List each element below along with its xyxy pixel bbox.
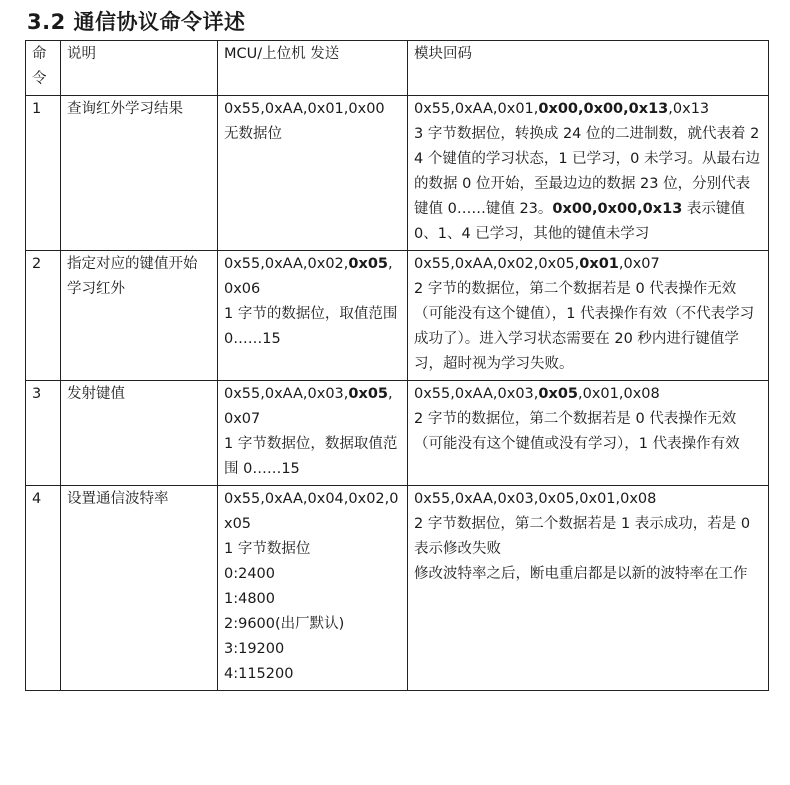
- cell-line: [414, 97, 762, 122]
- cell-line: [414, 512, 762, 562]
- text: 0x55,0xAA,0x02,: [224, 256, 349, 272]
- bold-text: 0x05: [538, 386, 579, 402]
- cell-send: [218, 251, 408, 381]
- cell-line: [224, 487, 401, 537]
- table-row: [26, 486, 769, 691]
- cell-line: [414, 252, 762, 277]
- cell-line: [224, 382, 401, 432]
- text: 2 字节的数据位，第二个数据若是 0 代表操作无效（可能没有这个键值或没有学习），1 代表操作有效: [414, 411, 740, 452]
- table-row: [26, 381, 769, 486]
- text: 3:19200: [224, 641, 285, 657]
- text: ,0x07: [224, 386, 393, 427]
- cell-line: [224, 587, 401, 612]
- cell-command: 3: [26, 381, 61, 486]
- bold-text: 0x05: [348, 256, 389, 272]
- cell-line: [224, 122, 401, 147]
- text: 1 字节的数据位，取值范围 0……15: [224, 306, 398, 347]
- table-row: [26, 251, 769, 381]
- table-row: [26, 96, 769, 251]
- text: 0x55,0xAA,0x02,0x05,: [414, 256, 580, 272]
- text: 0x55,0xAA,0x03,0x05,0x01,0x08: [414, 491, 657, 507]
- text: 表示键值 0、1、4 已学习，其他的键值未学习: [414, 201, 745, 242]
- cell-line: [224, 562, 401, 587]
- cell-reply: [408, 251, 769, 381]
- section-title: 3.2 通信协议命令详述: [27, 10, 246, 34]
- header-send: MCU/上位机 发送: [218, 41, 408, 96]
- text: ,0x07: [618, 256, 660, 272]
- cell-reply: [408, 96, 769, 251]
- cell-reply: [408, 486, 769, 691]
- bold-text: 0x00,0x00,0x13: [538, 101, 669, 117]
- cell-line: [224, 252, 401, 302]
- text: 2 字节的数据位，第二个数据若是 0 代表操作无效（可能没有这个键值），1 代表操作有效（不代表学习成功了）。进入学习状态需要在 20 秒内进行键值学习，超时视为学习失败。: [414, 281, 755, 372]
- protocol-command-table: [25, 40, 769, 691]
- table-header-row: [26, 41, 769, 96]
- text: 2:9600(出厂默认): [224, 616, 345, 632]
- cell-line: [414, 407, 762, 457]
- cell-command: 2: [26, 251, 61, 381]
- text: 0:2400: [224, 566, 276, 582]
- cell-line: [414, 382, 762, 407]
- text: 1 字节数据位: [224, 541, 311, 557]
- cell-send: [218, 96, 408, 251]
- cell-line: [224, 662, 401, 687]
- cell-line: [224, 637, 401, 662]
- text: ,0x13: [668, 101, 710, 117]
- text: 0x55,0xAA,0x03,: [414, 386, 539, 402]
- cell-line: [224, 97, 401, 122]
- header-description: 说明: [61, 41, 218, 96]
- text: 2 字节数据位，第二个数据若是 1 表示成功，若是 0 表示修改失败: [414, 516, 751, 557]
- cell-description: 指定对应的键值开始学习红外: [61, 251, 218, 381]
- cell-line: [414, 562, 762, 587]
- cell-line: [414, 277, 762, 377]
- cell-send: [218, 381, 408, 486]
- cell-command: 1: [26, 96, 61, 251]
- text: 0x55,0xAA,0x04,0x02,0x05: [224, 491, 399, 532]
- header-command: 命令: [26, 41, 61, 96]
- cell-reply: [408, 381, 769, 486]
- text: 4:115200: [224, 666, 294, 682]
- cell-description: 发射键值: [61, 381, 218, 486]
- cell-line: [414, 487, 762, 512]
- bold-text: 0x00,0x00,0x13: [552, 201, 683, 217]
- text: 修改波特率之后，断电重启都是以新的波特率在工作: [414, 566, 748, 582]
- cell-send: [218, 486, 408, 691]
- text: 0x55,0xAA,0x03,: [224, 386, 349, 402]
- bold-text: 0x01: [579, 256, 619, 272]
- cell-command: 4: [26, 486, 61, 691]
- header-reply: 模块回码: [408, 41, 769, 96]
- bold-text: 0x05: [348, 386, 389, 402]
- text: 0x55,0xAA,0x01,: [414, 101, 539, 117]
- cell-line: [414, 122, 762, 247]
- text: ,0x01,0x08: [578, 386, 660, 402]
- text: 无数据位: [224, 126, 282, 142]
- cell-line: [224, 537, 401, 562]
- cell-description: 设置通信波特率: [61, 486, 218, 691]
- cell-line: [224, 432, 401, 482]
- cell-description: 查询红外学习结果: [61, 96, 218, 251]
- text: 1:4800: [224, 591, 276, 607]
- text: ,0x06: [224, 256, 393, 297]
- text: 3 字节数据位，转换成 24 位的二进制数，就代表着 24 个键值的学习状态，1 已学习，0 未学习。从最右边的数据 0 位开始，至最边边的数据 23 位，分别代表键值 0……键值 23。: [414, 126, 761, 217]
- text: 0x55,0xAA,0x01,0x00: [224, 101, 385, 117]
- text: 1 字节数据位，数据取值范围 0……15: [224, 436, 398, 477]
- cell-line: [224, 612, 401, 637]
- cell-line: [224, 302, 401, 352]
